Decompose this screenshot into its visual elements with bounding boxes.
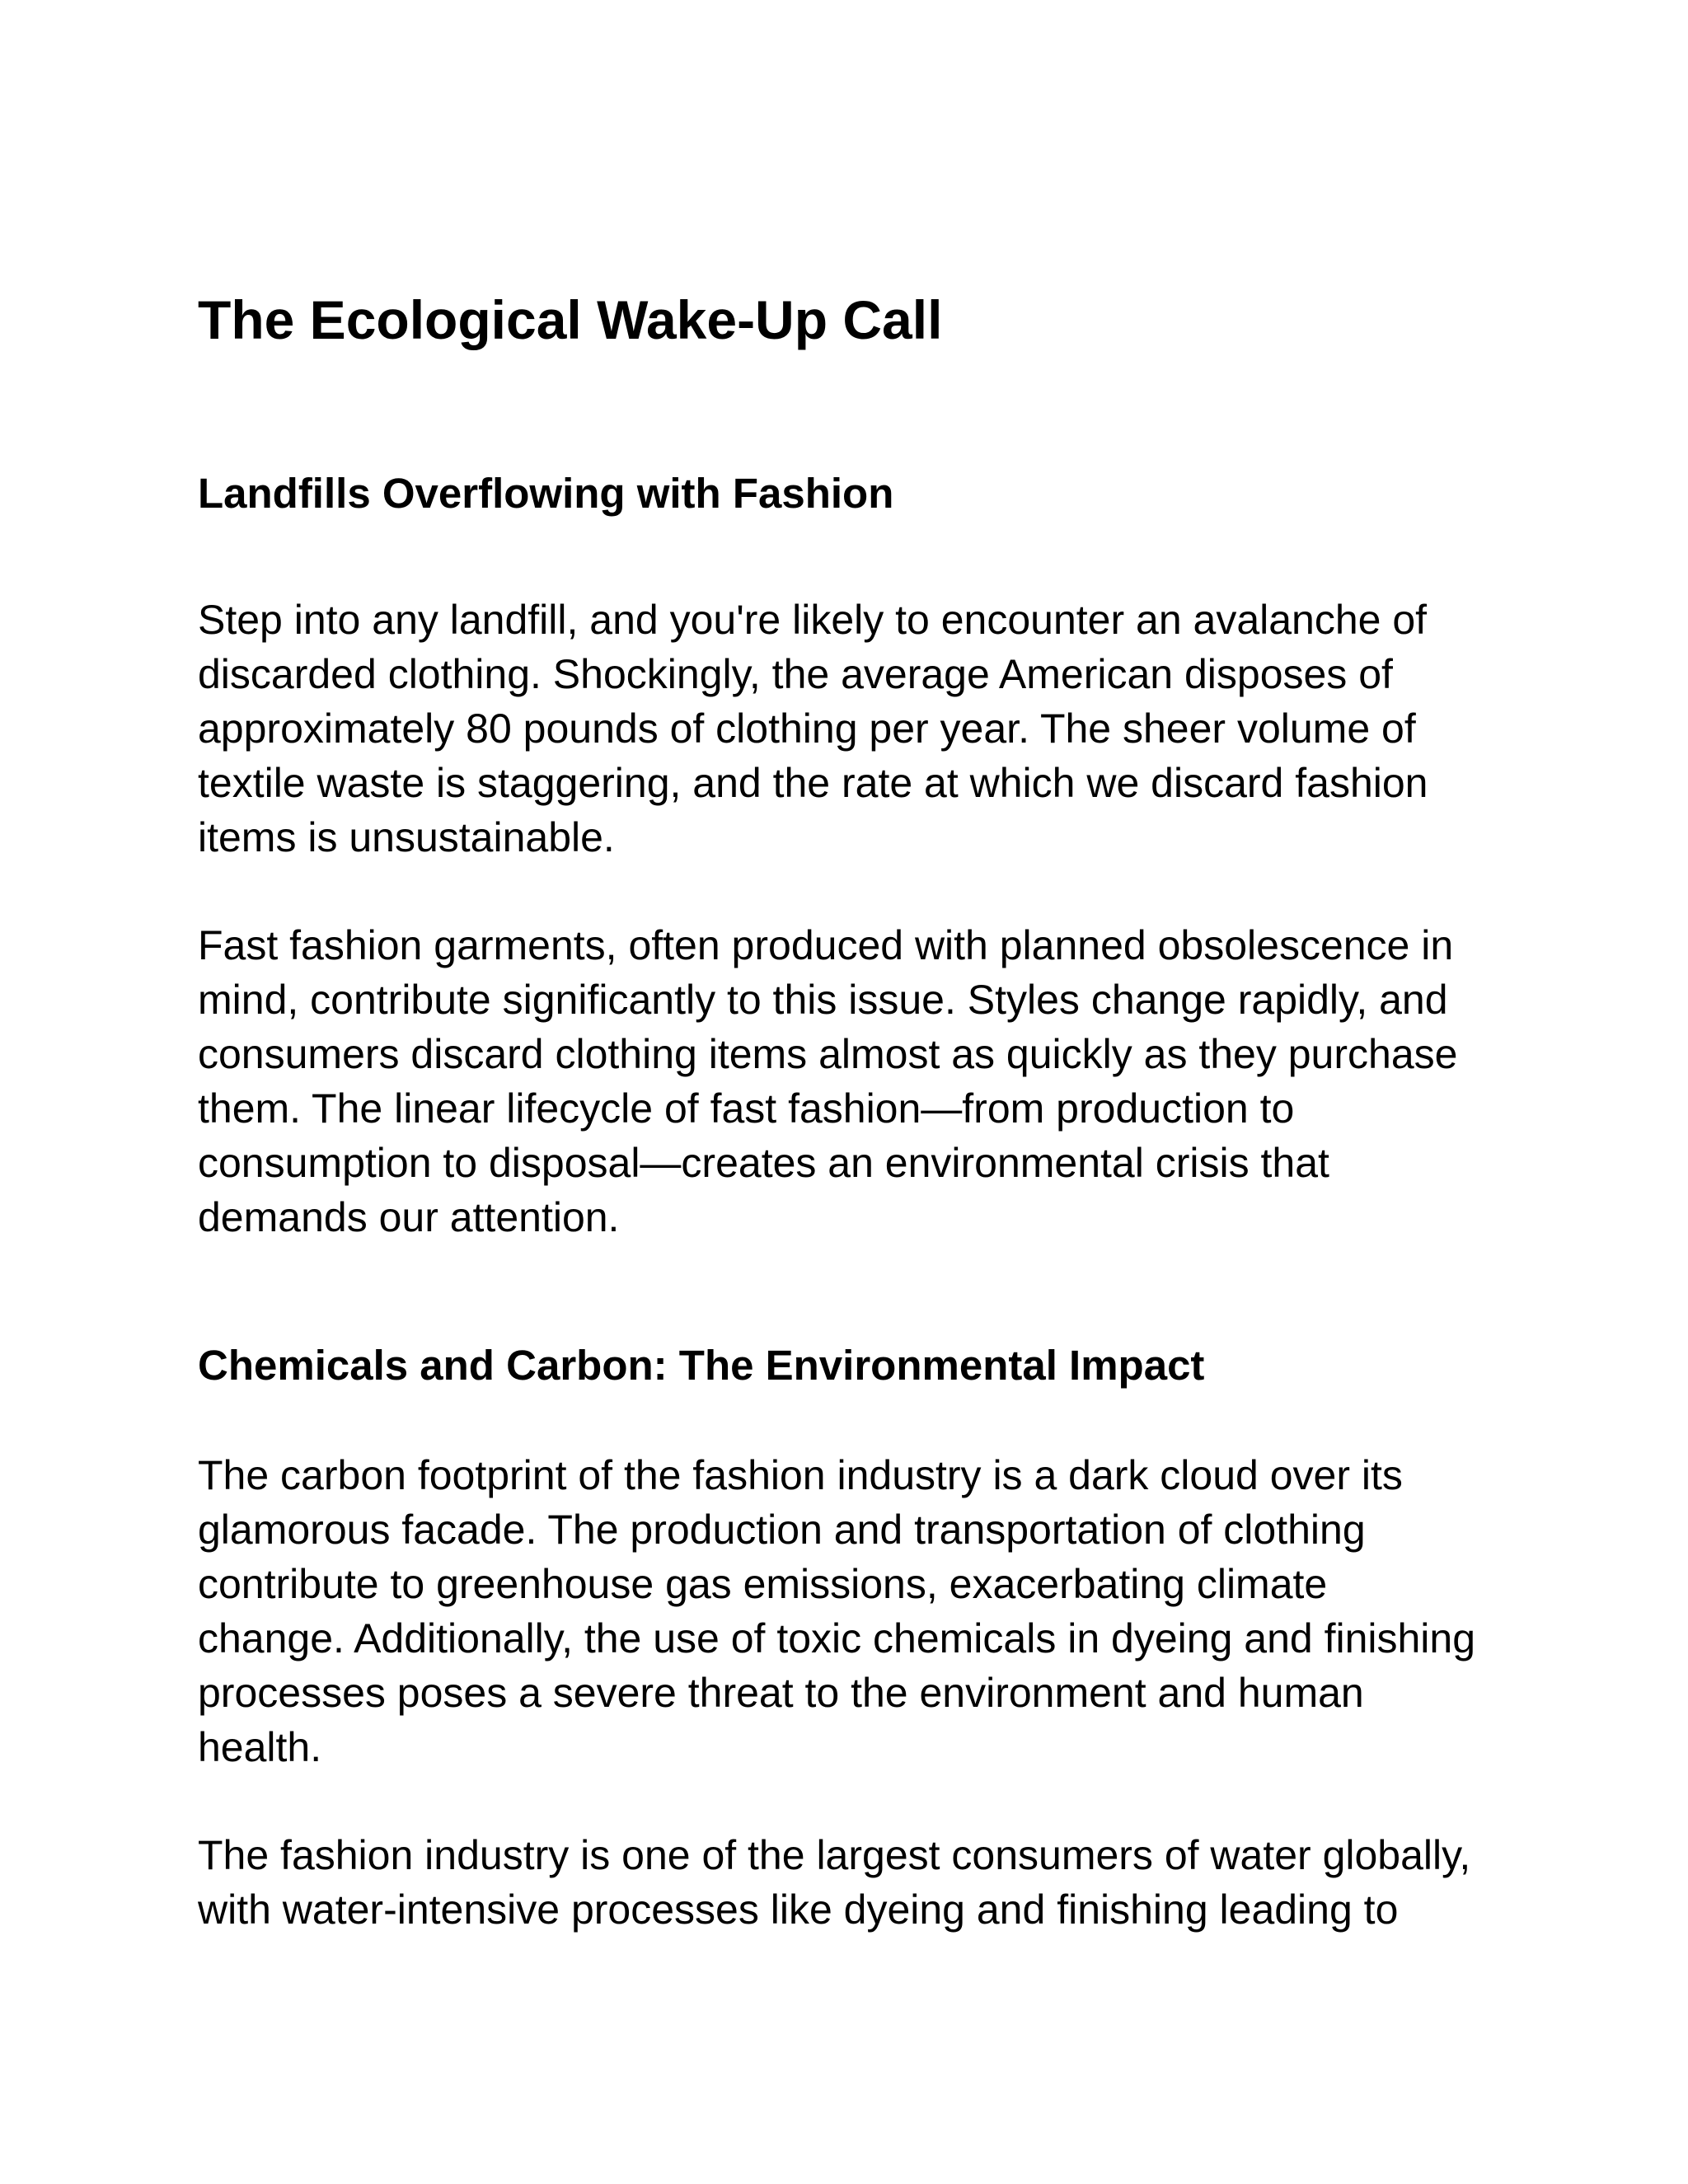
text-line: Step into any landfill, and you're likely to encounter an avalanche of xyxy=(198,597,1428,643)
text-line: mind, contribute significantly to this issue. Styles change rapidly, and xyxy=(198,977,1448,1023)
text-line: contribute to greenhouse gas emissions, exacerbating climate xyxy=(198,1561,1328,1607)
text-line: consumers discard clothing items almost as quickly as they purchase xyxy=(198,1031,1458,1077)
text-line: health. xyxy=(198,1724,322,1770)
text-line: items is unsustainable. xyxy=(198,814,615,860)
text-line: The carbon footprint of the fashion industry is a dark cloud over its xyxy=(198,1452,1403,1498)
page-title: The Ecological Wake-Up Call xyxy=(198,289,943,350)
text-line: change. Additionally, the use of toxic chemicals in dyeing and finishing xyxy=(198,1615,1476,1661)
section-heading-chemicals: Chemicals and Carbon: The Environmental Impact xyxy=(198,1342,1205,1389)
paragraph-chemicals-1 xyxy=(198,1448,1500,1774)
text-line: processes poses a severe threat to the environment and human xyxy=(198,1670,1364,1716)
text-line: demands our attention. xyxy=(198,1194,620,1240)
text-line: Fast fashion garments, often produced with planned obsolescence in xyxy=(198,922,1454,968)
paragraph-landfills-1 xyxy=(198,593,1500,865)
section-heading-landfills: Landfills Overflowing with Fashion xyxy=(198,470,894,517)
text-line: glamorous facade. The production and transportation of clothing xyxy=(198,1507,1366,1553)
paragraph-chemicals-2 xyxy=(198,1828,1500,1937)
text-line: The fashion industry is one of the largest consumers of water globally, xyxy=(198,1832,1471,1878)
text-line: textile waste is staggering, and the rate at which we discard fashion xyxy=(198,760,1428,806)
paragraph-landfills-2 xyxy=(198,918,1500,1244)
text-line: approximately 80 pounds of clothing per year. The sheer volume of xyxy=(198,705,1416,752)
text-line: discarded clothing. Shockingly, the average American disposes of xyxy=(198,651,1393,697)
text-line: with water-intensive processes like dyeing and finishing leading to xyxy=(198,1886,1399,1933)
text-line: them. The linear lifecycle of fast fashion—from production to xyxy=(198,1085,1295,1132)
text-line: consumption to disposal—creates an environmental crisis that xyxy=(198,1140,1329,1186)
